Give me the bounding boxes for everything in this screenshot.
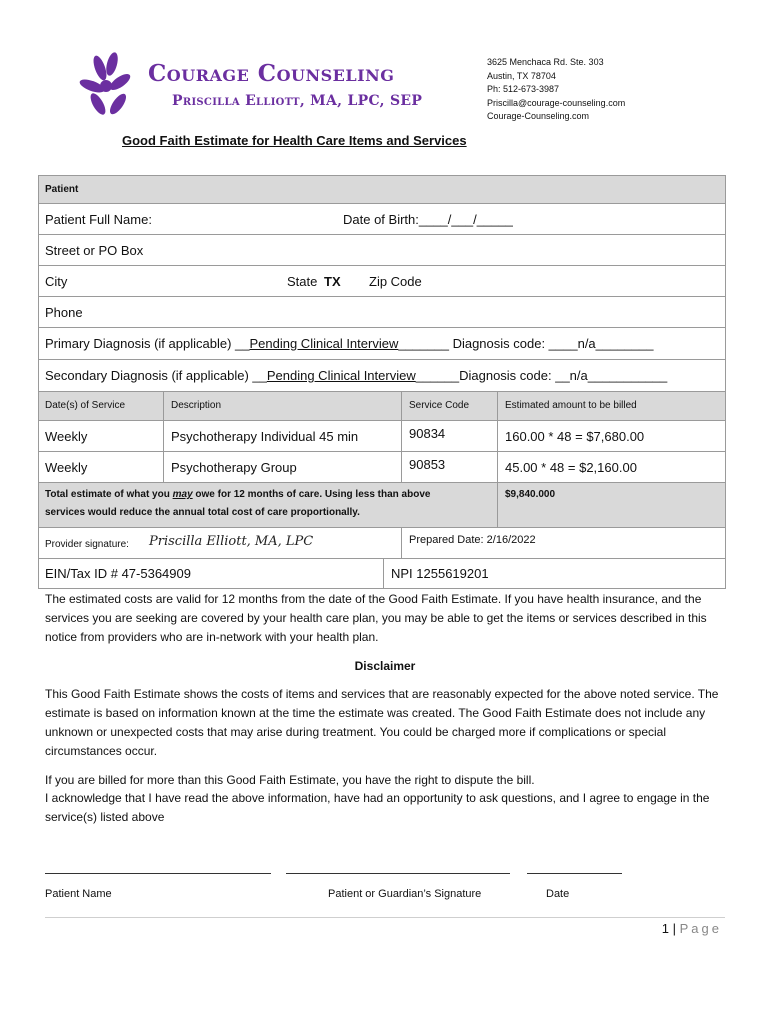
patient-section-label: Patient xyxy=(45,184,79,195)
col-date: Date(s) of Service xyxy=(45,400,126,411)
dob-field[interactable]: Date of Birth:____/___/_____ xyxy=(343,212,513,227)
phone-label: Phone xyxy=(45,305,83,320)
primary-diagnosis-value: Pending Clinical Interview xyxy=(249,336,399,351)
disclaimer-heading: Disclaimer xyxy=(354,659,416,673)
page-separator: | xyxy=(669,921,680,936)
primary-diagnosis-label: Primary Diagnosis (if applicable) __ xyxy=(45,336,250,351)
table-row xyxy=(38,452,726,483)
page-number-value: 1 xyxy=(661,921,670,936)
service-code: 90853 xyxy=(409,457,446,472)
city-label: City xyxy=(45,274,68,289)
patient-section-header xyxy=(38,175,726,204)
estimate-form xyxy=(38,175,726,589)
patient-name-label: Patient Name xyxy=(45,888,112,900)
street-label: Street or PO Box xyxy=(45,243,144,258)
zip-label: Zip Code xyxy=(369,274,422,289)
date-label: Date xyxy=(546,888,570,900)
total-estimate-value: $9,840.000 xyxy=(505,489,556,500)
page-word: Page xyxy=(679,921,722,936)
document-title: Good Faith Estimate for Health Care Items and Services xyxy=(122,133,467,148)
table-row xyxy=(38,421,726,452)
ein-tax-id: EIN/Tax ID # 47-5364909 xyxy=(45,566,191,581)
date-line[interactable] xyxy=(527,873,622,874)
address-line: Austin, TX 78704 xyxy=(487,70,556,81)
service-date: Weekly xyxy=(45,460,88,475)
service-date: Weekly xyxy=(45,429,88,444)
email-link[interactable]: Priscilla@courage-counseling.com xyxy=(487,97,626,108)
service-description: Psychotherapy Group xyxy=(171,460,297,475)
name-row xyxy=(38,204,726,235)
service-table-header xyxy=(38,392,726,421)
guardian-signature-label: Patient or Guardian’s Signature xyxy=(328,888,482,900)
patient-name-line[interactable] xyxy=(45,873,271,874)
secondary-diagnosis-label: Secondary Diagnosis (if applicable) __ xyxy=(45,368,267,383)
disclaimer-paragraph: This Good Faith Estimate shows the costs of items and services that are reasonably expected for the above noted service. The estimate is based on information known at the time the estimate was created. The Good Faith Estimate does not include any unknown or unexpected costs that may arise during treatment. You could be charged more if complications or special circumstances occur. xyxy=(45,687,719,758)
guardian-signature-line[interactable] xyxy=(286,873,510,874)
brand-name: Courage Counseling xyxy=(148,60,395,87)
street-row xyxy=(38,235,726,266)
provider-row xyxy=(38,528,726,559)
brand-subtitle: Priscilla Elliott, MA, LPC, SEP xyxy=(172,93,423,109)
service-amount: 45.00 * 48 = $2,160.00 xyxy=(505,460,637,475)
address-line: 3625 Menchaca Rd. Ste. 303 xyxy=(487,57,604,67)
tax-id-row xyxy=(38,559,726,589)
service-description: Psychotherapy Individual 45 min xyxy=(171,429,359,444)
page-number xyxy=(662,921,722,936)
secondary-diagnosis-row xyxy=(38,360,726,392)
phone-row xyxy=(38,297,726,328)
secondary-diagnosis-code: ______Diagnosis code: __n/a___________ xyxy=(415,368,668,383)
validity-paragraph: The estimated costs are valid for 12 months from the date of the Good Faith Estimate. If you have health insurance, and the services you are seeking are covered by your health care plan, you may be able to get the items or services described in this notice from providers who are in-network with your health plan. xyxy=(45,592,707,644)
website-link[interactable]: Courage-Counseling.com xyxy=(487,111,590,121)
primary-diagnosis xyxy=(45,336,654,351)
prepared-date: Prepared Date: 2/16/2022 xyxy=(409,534,536,546)
total-estimate-row xyxy=(38,483,726,528)
primary-diagnosis-code: _______ Diagnosis code: ____n/a________ xyxy=(398,336,654,351)
footer-divider xyxy=(45,917,725,918)
practice-address xyxy=(487,56,625,124)
full-name-label: Patient Full Name: xyxy=(45,212,152,227)
total-estimate-line2: services would reduce the annual total cost of care proportionally. xyxy=(45,507,360,518)
leaf-cluster-logo-icon xyxy=(78,52,148,120)
secondary-diagnosis-value: Pending Clinical Interview xyxy=(266,368,416,383)
total-text-pre: Total estimate of what you xyxy=(45,489,173,500)
provider-signature: Priscilla Elliott, MA, LPC xyxy=(149,534,314,549)
city-row xyxy=(38,266,726,297)
npi-number: NPI 1255619201 xyxy=(391,566,489,581)
col-amount: Estimated amount to be billed xyxy=(505,400,637,411)
phone-line: Ph: 512-673-3987 xyxy=(487,84,560,94)
service-amount: 160.00 * 48 = $7,680.00 xyxy=(505,429,645,444)
service-code: 90834 xyxy=(409,426,446,441)
total-text-may: may xyxy=(172,489,193,500)
secondary-diagnosis xyxy=(45,368,667,383)
dispute-paragraph: If you are billed for more than this Good Faith Estimate, you have the right to dispute the bill. xyxy=(45,773,535,787)
total-text-post: owe for 12 months of care. Using less than above xyxy=(192,489,431,500)
provider-signature-label: Provider signature: xyxy=(45,539,129,550)
acknowledge-paragraph: I acknowledge that I have read the above information, have had an opportunity to ask questions, and I agree to engage in the service(s) listed above xyxy=(45,791,710,824)
state-label: State xyxy=(287,274,318,289)
total-estimate-line1 xyxy=(45,489,430,500)
primary-diagnosis-row xyxy=(38,328,726,360)
col-service-code: Service Code xyxy=(409,400,470,411)
col-description: Description xyxy=(171,400,222,411)
state-value: TX xyxy=(324,274,341,289)
